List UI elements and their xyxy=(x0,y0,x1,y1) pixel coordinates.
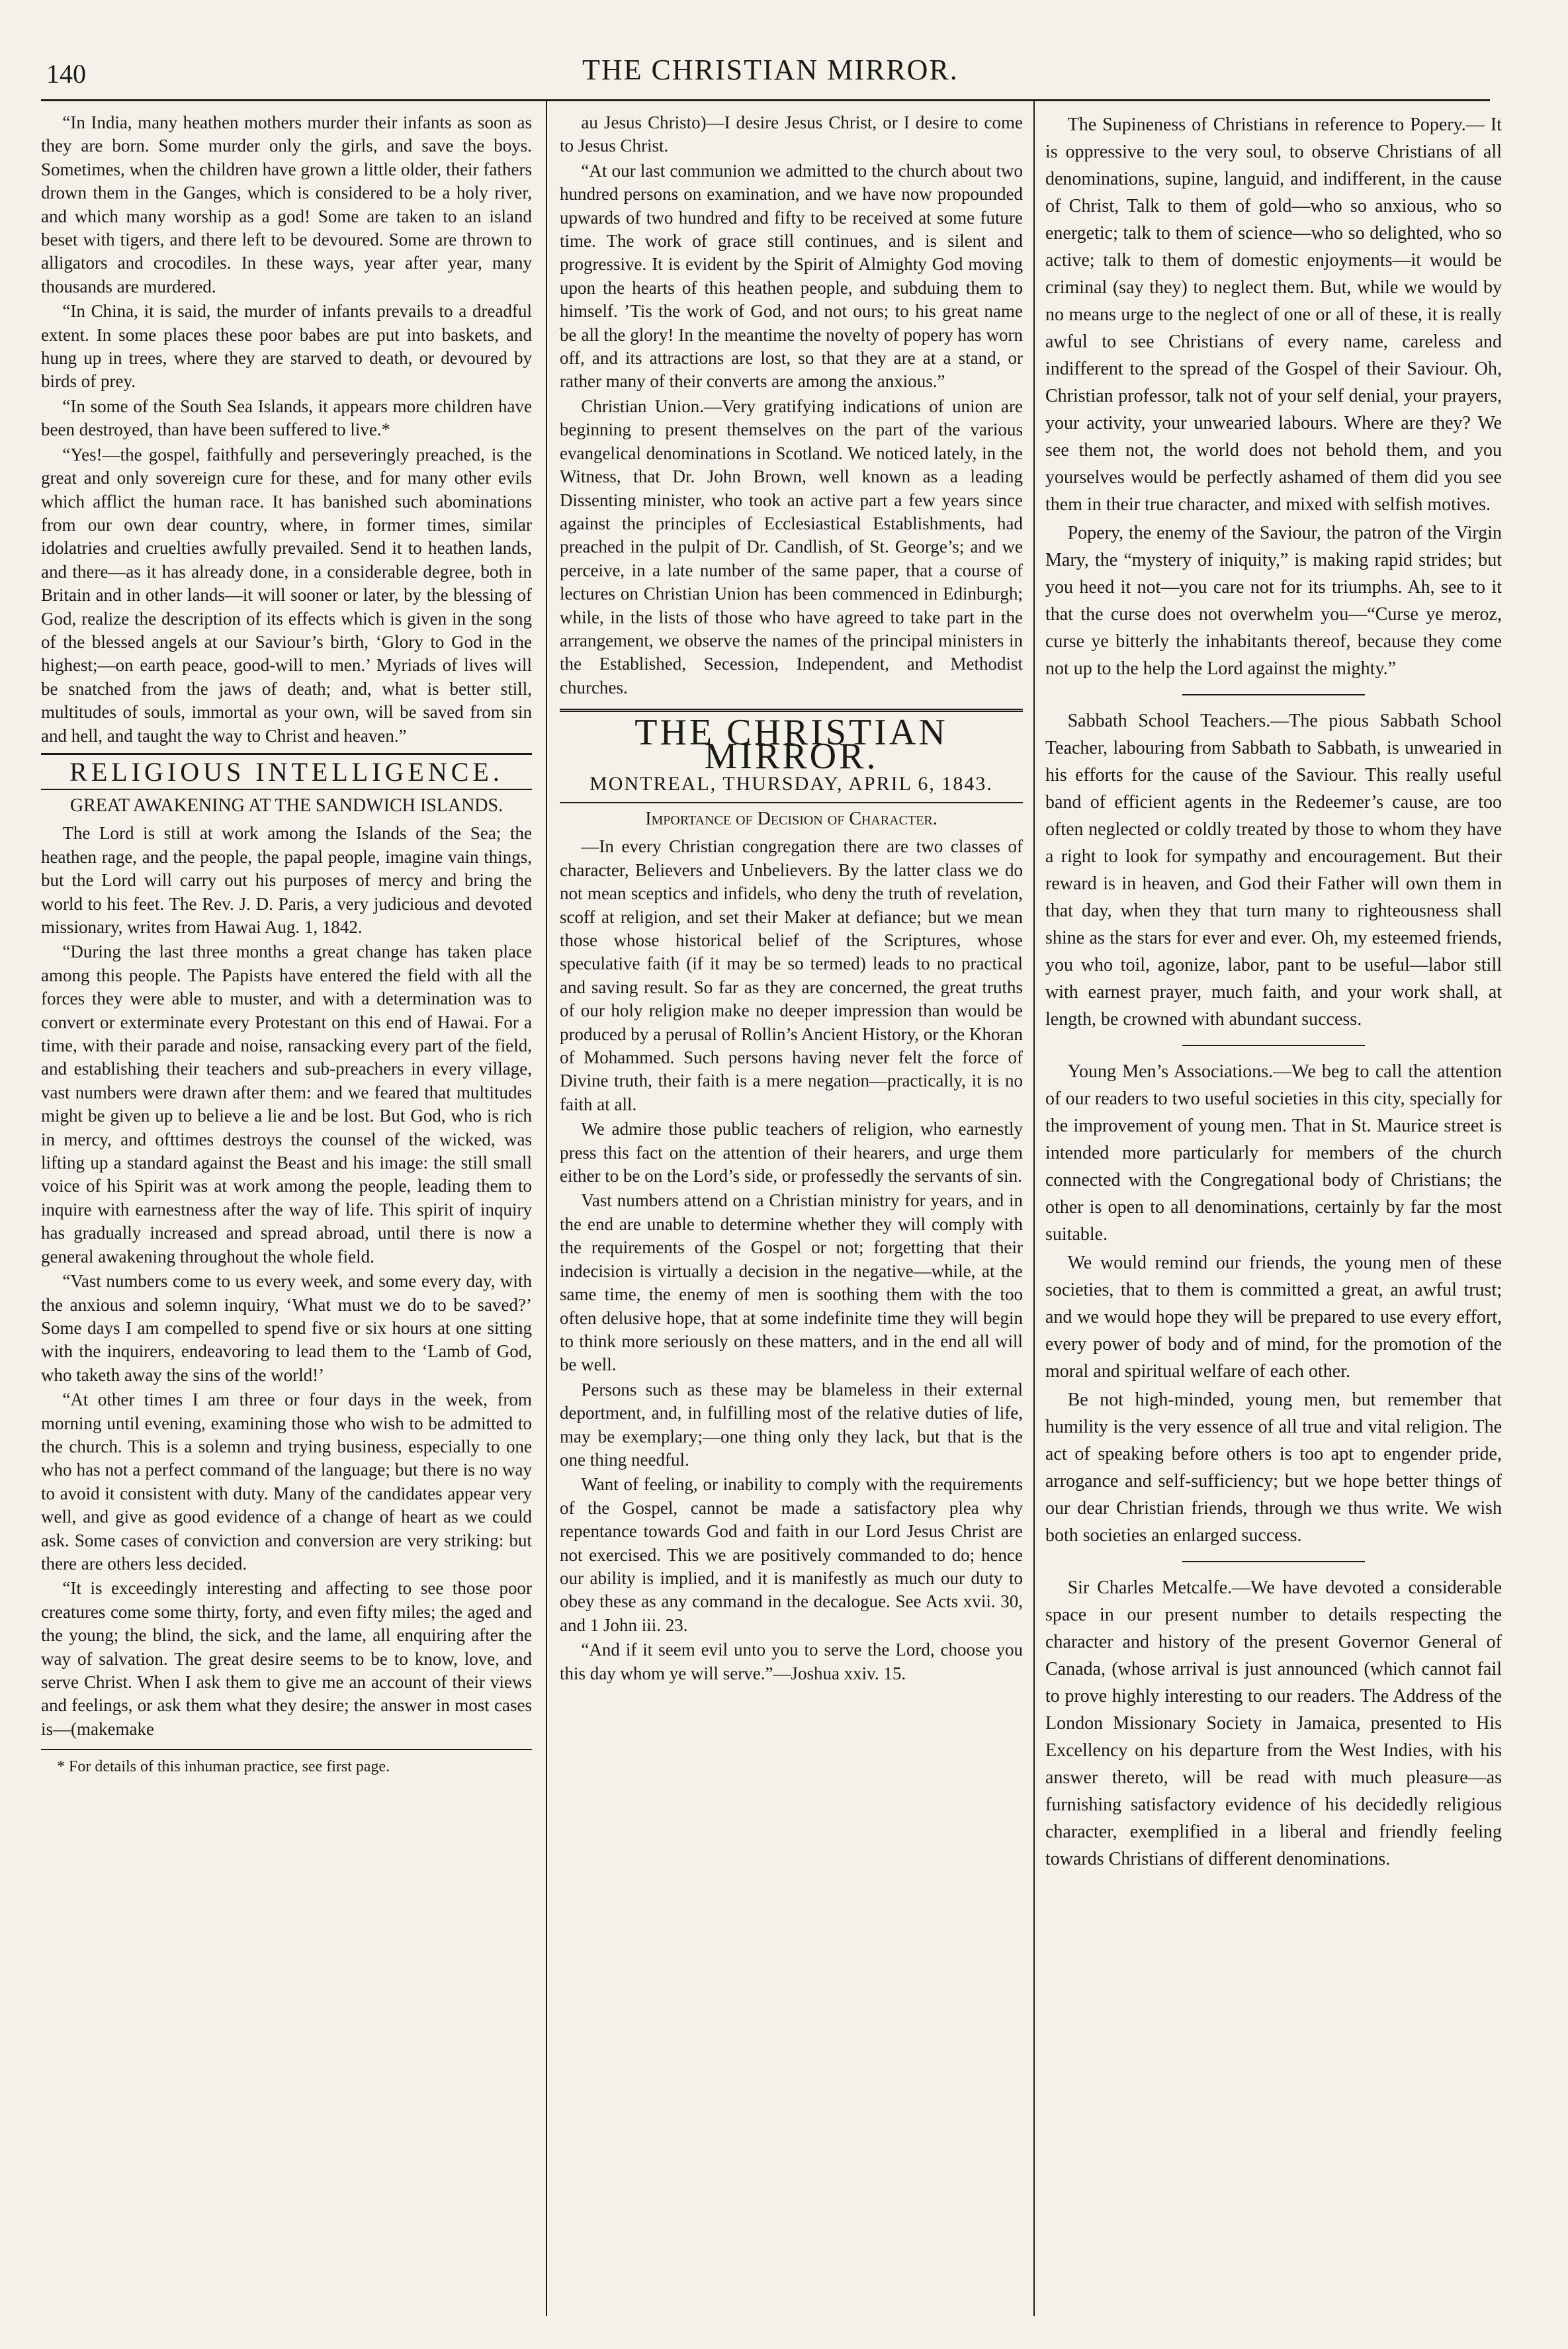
paragraph: “Yes!—the gospel, faithfully and perseveringly preached, is the great and only sovereign cure for these, and for many other evils which afflict the human race. It has banished such abominations from our own dear country, where, in former times, similar idolatries and cruelties awfully prevailed. Send it to heathen lands, and there—as it has already done, in a considerable degree, both in Britain and in other lands—it will sooner or later, by the blessing of God, realize the description of its effects which is given in the song of the blessed angels at our Saviour’s birth, ‘Glory to God in the highest;—on earth peace, good-will to men.’ Myriads of lives will be snatched from the jaws of death; and, what is better still, multitudes of souls, immortal as your own, will be saved from sin and hell, and taught the way to Christ and heaven.” xyxy=(41,444,532,746)
paragraph: Sabbath School Teachers.—The pious Sabbath School Teacher, labouring from Sabbath to Sabbath, is unwearied in his efforts for the cause of the Saviour. This really useful band of efficient agents in the Redeemer’s cause, are too often neglected or coldly treated by those to whom they have a right to look for sympathy and encouragement. But their reward is in heaven, and God their Father will own them in that day, when they that turn many to righteousness shall shine as the stars for ever and ever. Oh, my esteemed friends, you who toil, agonize, labor, pant to be useful—labor still with earnest prayer, much faith, and your work shall, at length, be crowned with abundant success. xyxy=(1045,711,1502,1030)
running-title: THE CHRISTIAN MIRROR. xyxy=(582,54,959,86)
paragraph: We admire those public teachers of religion, who earnestly press this fact on the attention of their hearers, and urge them either to be on the Lord’s side, or professedly the servants of sin. xyxy=(560,1119,1023,1186)
paragraph: The Lord is still at work among the Islands of the Sea; the heathen rage, and the people, the papal people, imagine vain things, but the Lord will carry out his purposes of mercy and bring the world to his feet. The Rev. J. D. Paris, a very judicious and devoted missionary, writes from Hawai Aug. 1, 1842. xyxy=(41,823,532,937)
footnote: * For details of this inhuman practice, see first page. xyxy=(41,1749,532,1779)
paragraph: “And if it seem evil unto you to serve the Lord, choose you this day whom ye will serve.”—Joshua xxiv. 15. xyxy=(560,1640,1023,1683)
paragraph: —In every Christian congregation there are two classes of character, Believers and Unbelievers. By the latter class we do not mean sceptics and infidels, who deny the truth of revelation, scoff at religion, and set their Maker at defiance; but we mean those whose historical belief of the Scriptures, whose speculative faith (if it may be so termed) leads to no practical and saving result. So far as they are concerned, the great truths of our holy religion make no deeper impression than would be produced by a perusal of Rollin’s Ancient History, or the Khoran of Mohammed. Such persons having never felt the force of Divine truth, their faith is a mere negation—practically, it is no faith at all. xyxy=(560,836,1023,1114)
paragraph: Want of feeling, or inability to comply with the requirements of the Gospel, cannot be made a satisfactory plea why repentance towards God and faith in our Lord Jesus Christ are not exercised. This we are positively commanded to do; hence our ability is implied, and it is manifestly as much our duty to obey these as any command in the decalogue. See Acts xvii. 30, and 1 John iii. 23. xyxy=(560,1474,1023,1635)
col2-top xyxy=(560,111,1023,699)
paragraph: Young Men’s Associations.—We beg to call the attention of our readers to two useful societies in this city, specially for the improvement of young men. That in St. Maurice street is intended more particularly for members of the church connected with the Congregational body of Christians; the other is open to all denominations, certainly by far the most suitable. xyxy=(1045,1061,1502,1245)
section-separator xyxy=(1182,694,1365,695)
paragraph: Vast numbers attend on a Christian ministry for years, and in the end are unable to determine whether they will comply with the requirements of the Gospel or not; forgetting that their indecision is virtually a decision in the negative—while, at the same time, the enemy of men is soothing them with the too often delusive hope, that at some indefinite time they will begin to think more seriously on these matters, and in the end all will be well. xyxy=(560,1190,1023,1375)
column-rule xyxy=(546,99,547,2316)
section-separator xyxy=(1182,1561,1365,1562)
paragraph: The Supineness of Christians in reference to Popery.— It is oppressive to the very soul, to observe Christians of all denominations, supine, languid, and indifferent, in the cause of Christ, Talk to them of gold—who so anxious, who so energetic; talk to them of science—who so delighted, who so active; talk to them of domestic enjoyments—it would be criminal (say they) to neglect them. But, while we would by no means urge to the neglect of one or all of these, it is really awful to see Christians of every name, careless and indifferent to the spread of the Gospel of their Saviour. Oh, Christian professor, talk not of your self denial, your prayers, your activity, your unwearied labours. Where are they? We see them not, the world does not behold them, and you yourselves would be perfectly ashamed of them did you see them in their true character, and mixed with selfish motives. xyxy=(1045,114,1502,515)
section-heading: RELIGIOUS INTELLIGENCE. xyxy=(41,753,532,790)
paragraph: “In India, many heathen mothers murder their infants as soon as they are born. Some murder only the girls, and save the boys. Sometimes, when the children have grown a little older, their fathers drown them in the Ganges, which is considered to be a holy river, and which many worship as a god! Some are taken to an island beset with tigers, and there left to be devoured. Some are thrown to alligators and crocodiles. In these ways, year after year, many thousands are murdered. xyxy=(41,112,532,296)
col1-bottom xyxy=(41,822,532,1741)
article-title: Importance of Decision of Character. xyxy=(645,809,937,830)
paragraph: “Vast numbers come to us every week, and some every day, with the anxious and solemn inquiry, ‘What must we do to be saved?’ Some days I am compelled to spend five or six hours at one sitting with the inquirers, endeavoring to lead them to the ‘Lamb of God, who taketh away the sins of the world!’ xyxy=(41,1271,532,1385)
section-separator xyxy=(1182,1045,1365,1046)
paragraph: Persons such as these may be blameless in their external deportment, and, in fulfilling most of the relative duties of life, may be exemplary;—one thing only they lack, but that is the one thing needful. xyxy=(560,1379,1023,1470)
page-number: 140 xyxy=(46,59,86,89)
paragraph: Christian Union.—Very gratifying indications of union are beginning to present themselves on the part of the various evangelical denominations in Scotland. We noticed lately, in the Witness, that Dr. John Brown, well known as a leading Dissenting minister, who took an active part a few years since against the principles of Ecclesiastical Establishments, had preached in the pulpit of Dr. Candlish, of St. George’s; and we perceive, in a late number of the same paper, that a course of lectures on Christian Union has been commenced in Edinburgh; while, in the lists of those who have agreed to take part in the arrangement, we observe the names of the principal ministers in the Established, Secession, Independent, and Methodist churches. xyxy=(560,396,1023,697)
column-2 xyxy=(560,111,1023,1685)
col1-top xyxy=(41,111,532,748)
paragraph: “During the last three months a great change has taken place among this people. The Papists have entered the field with all the forces they were able to muster, and with a determination was to convert or exterminate every Protestant on this end of Hawai. For a time, with their parade and noise, ransacking every part of the field, and establishing their teachers and sub-preachers in every village, vast numbers were drawn after them: and we feared that multitudes might be given up to believe a lie and be lost. But God, who is rich in mercy, and ofttimes destroys the counsel of the wicked, was lifting up a standard against the Beast and his image: the still small voice of his Spirit was at work among the people, leading them to inquire with earnestness after the way of life. This spirit of inquiry has gradually increased and spread abroad, until there is now a general awakening throughout the whole field. xyxy=(41,942,532,1266)
paragraph: “At our last communion we admitted to the church about two hundred persons on examination, and we have now propounded upwards of two hundred and fifty to be received at some future time. The work of grace still continues, and is silent and progressive. It is evident by the Spirit of Almighty God moving upon the hearts of this heathen people, and subduing them to himself. ’Tis the work of God, and not ours; to his great name be all the glory! In the meantime the novelty of popery has worn off, and its attractions are lost, so that they are at a stand, or rather many of their converts are among the anxious.” xyxy=(560,160,1023,392)
paragraph: “It is exceedingly interesting and affecting to see those poor creatures come some thirty, forty, and even fifty miles; the aged and the young; the blind, the sick, and the lame, all enquiring after the way of salvation. The great desire seems to be to know, love, and serve Christ. When I ask them to give me an account of their views and feelings, or ask them what they desire; the answer in most cases is—(makemake xyxy=(41,1578,532,1739)
column-1 xyxy=(41,111,532,1779)
masthead-block xyxy=(560,709,1023,803)
col2-bottom xyxy=(560,835,1023,1685)
paragraph: We would remind our friends, the young men of these societies, that to them is committed a great, an awful trust; and we would hope they will be prepared to use every effort, every power of body and of mind, for the promotion of the moral and spiritual welfare of each other. xyxy=(1045,1253,1502,1382)
column-3 xyxy=(1045,111,1502,1873)
dateline: MONTREAL, THURSDAY, APRIL 6, 1843. xyxy=(560,772,1023,803)
top-rule xyxy=(41,99,1490,101)
masthead-title: THE CHRISTIAN MIRROR. xyxy=(634,712,948,777)
column-rule xyxy=(1033,99,1035,2316)
paragraph: Be not high-minded, young men, but remember that humility is the very essence of all true and vital religion. The act of speaking before others is too apt to engender pride, arrogance and self-sufficiency; but we hope better things of our dear Christian friends, through we thus write. We wish both societies an enlarged success. xyxy=(1045,1390,1502,1546)
paragraph: au Jesus Christo)—I desire Jesus Christ, or I desire to come to Jesus Christ. xyxy=(560,112,1023,156)
paragraph: “In China, it is said, the murder of infants prevails to a dreadful extent. In some places these poor babes are put into baskets, and hung up in trees, where they are starved to death, or devoured by birds of prey. xyxy=(41,301,532,392)
article-title: GREAT AWAKENING AT THE SANDWICH ISLANDS. xyxy=(69,795,503,817)
paragraph: “At other times I am three or four days in the week, from morning until evening, examining those who wish to be admitted to the church. This is a solemn and trying business, especially to one who has not a perfect command of the language; but there is no way to avoid it consistent with duty. Many of the candidates appear very well, and give as good evidence of a change of heart as we could ask. Some cases of conviction and conversion are very striking: but there are others less decided. xyxy=(41,1390,532,1573)
paragraph: Sir Charles Metcalfe.—We have devoted a considerable space in our present number to details respecting the character and history of the present Governor General of Canada, (whose arrival is just announced (which cannot fail to prove highly interesting to our readers. The Address of the London Missionary Society in Jamaica, presented to His Excellency on his departure from the West Indies, with his answer thereto, will be read with much pleasure—as furnishing satisfactory evidence of his decidedly religious character, exemplified in a liberal and friendly feeling towards Christians of different denominations. xyxy=(1045,1577,1502,1869)
paragraph: “In some of the South Sea Islands, it appears more children have been destroyed, than have been suffered to live.* xyxy=(41,396,532,440)
paragraph: Popery, the enemy of the Saviour, the patron of the Virgin Mary, the “mystery of iniquity,” is making rapid strides; but you heed it not—you care not for its triumphs. Ah, see to it that the curse does not overwhelm you—“Curse ye meroz, curse ye bitterly the inhabitants thereof, because they come not up to the help the Lord against the mighty.” xyxy=(1045,523,1502,679)
